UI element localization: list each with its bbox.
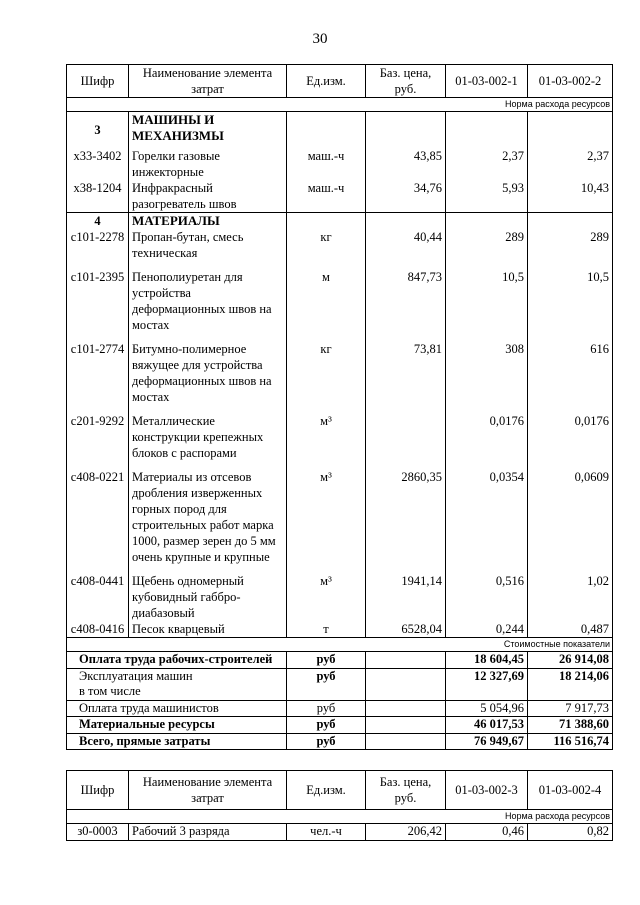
row-value-1: 5,93 [446,180,528,213]
row-price: 6528,04 [366,621,446,638]
row-name: Горелки газовые инжекторные [129,144,287,180]
header-price: Баз. цена, руб. [366,65,446,98]
row-unit: т [287,621,366,638]
cost-unit: руб [287,733,366,750]
cost-label: Стоимостные показатели [67,638,613,652]
cost-value-2: 18 214,06 [528,668,613,700]
row-code: с408-0416 [67,621,129,638]
row-name: Инфракрасный разогреватель швов [129,180,287,213]
row-value-2: 616 [528,333,613,405]
row-value-2: 1,02 [528,565,613,621]
row-price: 2860,35 [366,461,446,565]
row-name: Пропан-бутан, смесь техническая [129,229,287,261]
row-unit: кг [287,229,366,261]
row-value-1: 289 [446,229,528,261]
header-name: Наименование элемента затрат [129,771,287,810]
row-name: Металлические конструкции крепежных блоков с распорами [129,405,287,461]
cost-unit: руб [287,652,366,669]
row-code: с101-2278 [67,229,129,261]
row-code: с101-2774 [67,333,129,405]
norm-row [67,810,613,824]
cost-row [67,700,613,717]
cost-label-row [67,638,613,652]
cost-subnote: в том числе [79,684,141,698]
page-number: 30 [312,31,328,47]
row-unit: м³ [287,565,366,621]
row-value-2: 2,37 [528,144,613,180]
table-row [67,461,613,565]
section-number: 4 [67,213,129,230]
row-name: Битумно-полимерное вяжущее для устройства деформационных швов на мостах [129,333,287,405]
row-code: с101-2395 [67,261,129,333]
section-title: МАШИНЫ И МЕХАНИЗМЫ [129,112,287,145]
header-unit: Ед.изм. [287,771,366,810]
row-name: Рабочий 3 разряда [129,824,287,841]
cost-value-1: 18 604,45 [446,652,528,669]
row-code: х33-3402 [67,144,129,180]
row-value-2: 10,5 [528,261,613,333]
cost-value-1: 46 017,53 [446,717,528,734]
row-value-1: 10,5 [446,261,528,333]
table-row [67,824,613,841]
cost-value-1: 76 949,67 [446,733,528,750]
cost-value-1: 12 327,69 [446,668,528,700]
cost-value-2: 71 388,60 [528,717,613,734]
header-name: Наименование элемента затрат [129,65,287,98]
table-header [67,65,613,98]
cost-value-2: 116 516,74 [528,733,613,750]
row-name: Пенополиуретан для устройства деформационных швов на мостах [129,261,287,333]
row-code: з0-0003 [67,824,129,841]
cost-row [67,717,613,734]
cost-value-2: 7 917,73 [528,700,613,717]
cost-name: Материальные ресурсы [67,717,287,734]
row-value-1: 0,244 [446,621,528,638]
row-unit: маш.-ч [287,144,366,180]
cost-row [67,668,613,700]
row-value-1: 0,46 [446,824,528,841]
cost-unit: руб [287,700,366,717]
cost-row [67,652,613,669]
row-code: х38-1204 [67,180,129,213]
resource-table-2 [66,770,613,841]
table-row [67,261,613,333]
norm-label: Норма расхода ресурсов [67,810,613,824]
row-value-2: 0,0176 [528,405,613,461]
row-name: Песок кварцевый [129,621,287,638]
row-price: 73,81 [366,333,446,405]
header-col1: 01-03-002-3 [446,771,528,810]
table-row [67,180,613,213]
section-header [67,112,613,145]
row-price: 43,85 [366,144,446,180]
header-code: Шифр [67,771,129,810]
row-value-1: 2,37 [446,144,528,180]
cost-value-2: 26 914,08 [528,652,613,669]
header-price: Баз. цена, руб. [366,771,446,810]
header-unit: Ед.изм. [287,65,366,98]
row-value-2: 0,487 [528,621,613,638]
row-unit: м³ [287,405,366,461]
row-price: 34,76 [366,180,446,213]
row-price: 40,44 [366,229,446,261]
row-value-2: 0,82 [528,824,613,841]
header-col1: 01-03-002-1 [446,65,528,98]
cost-name: Оплата труда машинистов [67,700,287,717]
section-number: 3 [67,112,129,145]
resource-table-1 [66,64,613,750]
norm-row [67,98,613,112]
row-unit: м [287,261,366,333]
table-header [67,771,613,810]
cost-name: Эксплуатация машин [79,668,193,683]
table-row [67,144,613,180]
row-name: Щебень одномерный кубовидный габбро-диабазовый [129,565,287,621]
row-unit: кг [287,333,366,405]
cost-name: Всего, прямые затраты [67,733,287,750]
row-code: с408-0441 [67,565,129,621]
row-name: Материалы из отсевов дробления изверженных горных пород для строительных работ марка 1000, размер зерен до 5 мм очень крупные и крупные [129,461,287,565]
row-unit: чел.-ч [287,824,366,841]
row-value-1: 0,0354 [446,461,528,565]
row-unit: м³ [287,461,366,565]
cost-value-1: 5 054,96 [446,700,528,717]
row-value-1: 0,516 [446,565,528,621]
norm-label: Норма расхода ресурсов [67,98,613,112]
cost-unit: руб [287,668,366,700]
row-price: 206,42 [366,824,446,841]
row-value-1: 308 [446,333,528,405]
section-title: МАТЕРИАЛЫ [129,213,287,230]
header-col2: 01-03-002-2 [528,65,613,98]
row-code: с201-9292 [67,405,129,461]
row-value-1: 0,0176 [446,405,528,461]
row-value-2: 289 [528,229,613,261]
section-header [67,213,613,230]
table-row [67,333,613,405]
row-value-2: 0,0609 [528,461,613,565]
table-row [67,405,613,461]
cost-name: Оплата труда рабочих-строителей [67,652,287,669]
cost-unit: руб [287,717,366,734]
row-price: 1941,14 [366,565,446,621]
row-unit: маш.-ч [287,180,366,213]
cost-row [67,733,613,750]
row-price [366,405,446,461]
table-row [67,621,613,638]
row-price: 847,73 [366,261,446,333]
header-code: Шифр [67,65,129,98]
row-code: с408-0221 [67,461,129,565]
table-row [67,229,613,261]
header-col2: 01-03-002-4 [528,771,613,810]
table-row [67,565,613,621]
row-value-2: 10,43 [528,180,613,213]
